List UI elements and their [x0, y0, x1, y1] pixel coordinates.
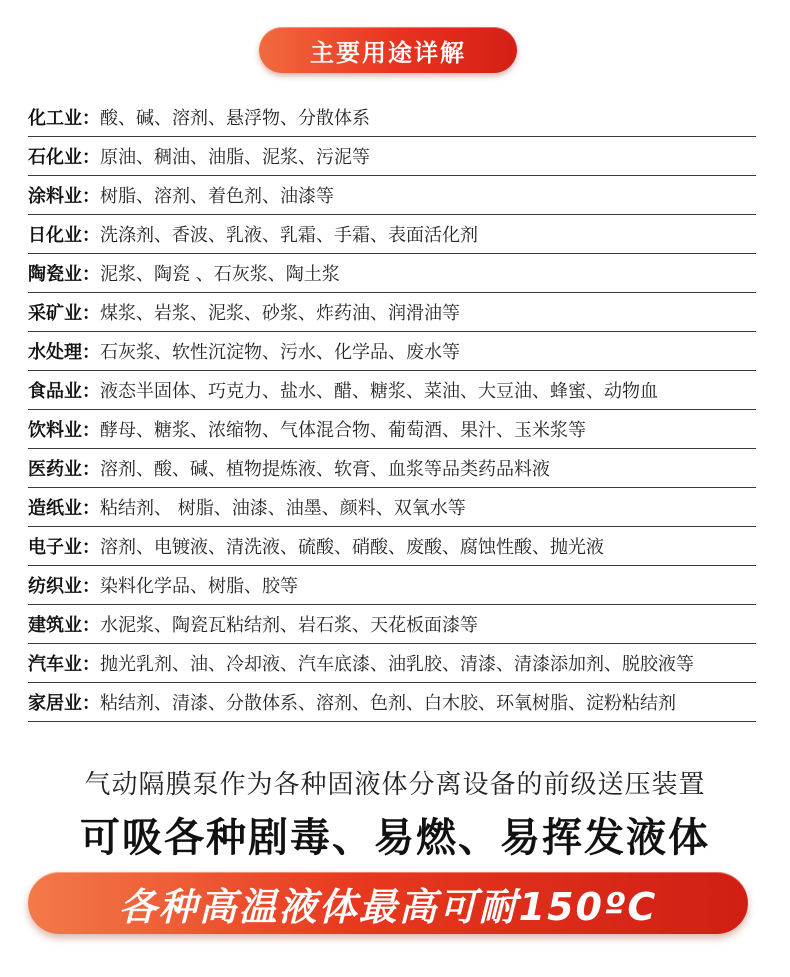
- industry-label: 电子业：: [28, 537, 100, 558]
- list-item: [28, 566, 756, 605]
- list-item: [28, 683, 756, 722]
- list-item: [28, 215, 756, 254]
- industry-label: 涂料业：: [28, 186, 100, 207]
- description-text: 气动隔膜泵作为各种固液体分离设备的前级送压装置: [84, 770, 706, 800]
- industry-items: 液态半固体、巧克力、盐水、醋、糖浆、菜油、大豆油、蜂蜜、动物血: [100, 381, 658, 402]
- industry-list: [28, 98, 756, 722]
- industry-items: 原油、稠油、油脂、泥浆、污泥等: [100, 147, 370, 168]
- industry-items: 水泥浆、陶瓷瓦粘结剂、岩石浆、天花板面漆等: [100, 615, 478, 636]
- list-item: [28, 371, 756, 410]
- list-item: [28, 644, 756, 683]
- industry-items: 洗涤剂、香波、乳液、乳霜、手霜、表面活化剂: [100, 225, 478, 246]
- temperature-banner: [28, 872, 748, 934]
- highlight-text: 可吸各种剧毒、易燃、易挥发液体: [80, 815, 710, 861]
- industry-items: 酸、碱、溶剂、悬浮物、分散体系: [100, 108, 370, 129]
- industry-items: 泥浆、陶瓷 、石灰浆、陶土浆: [100, 264, 340, 285]
- industry-items: 粘结剂、 树脂、油漆、油墨、颜料、双氧水等: [100, 498, 466, 519]
- list-item: [28, 527, 756, 566]
- list-item: [28, 332, 756, 371]
- section-title-banner: [259, 27, 517, 73]
- list-item: [28, 176, 756, 215]
- list-item: [28, 488, 756, 527]
- list-item: [28, 605, 756, 644]
- industry-items: 酵母、糖浆、浓缩物、气体混合物、葡萄酒、果汁、玉米浆等: [100, 420, 586, 441]
- industry-label: 饮料业：: [28, 420, 100, 441]
- industry-label: 食品业：: [28, 381, 100, 402]
- list-item: [28, 293, 756, 332]
- industry-items: 树脂、溶剂、着色剂、油漆等: [100, 186, 334, 207]
- list-item: [28, 254, 756, 293]
- industry-items: 染料化学品、树脂、胶等: [100, 576, 298, 597]
- section-title: 主要用途详解: [310, 38, 466, 67]
- industry-label: 纺织业：: [28, 576, 100, 597]
- industry-items: 溶剂、电镀液、清洗液、硫酸、硝酸、废酸、腐蚀性酸、抛光液: [100, 537, 604, 558]
- list-item: [28, 410, 756, 449]
- industry-label: 汽车业：: [28, 654, 100, 675]
- industry-label: 陶瓷业：: [28, 264, 100, 285]
- industry-label: 采矿业：: [28, 303, 100, 324]
- list-item: [28, 449, 756, 488]
- industry-items: 粘结剂、清漆、分散体系、溶剂、色剂、白木胶、环氧树脂、淀粉粘结剂: [100, 693, 676, 714]
- industry-label: 家居业：: [28, 693, 100, 714]
- industry-label: 石化业：: [28, 147, 100, 168]
- industry-label: 医药业：: [28, 459, 100, 480]
- industry-label: 建筑业：: [28, 615, 100, 636]
- industry-items: 煤浆、岩浆、泥浆、砂浆、炸药油、润滑油等: [100, 303, 460, 324]
- temperature-banner-text: 各种高温液体最高可耐150ºC: [118, 884, 658, 929]
- industry-items: 石灰浆、软性沉淀物、污水、化学品、废水等: [100, 342, 460, 363]
- list-item: [28, 137, 756, 176]
- industry-label: 化工业：: [28, 108, 100, 129]
- industry-items: 溶剂、酸、碱、植物提炼液、软膏、血浆等品类药品料液: [100, 459, 550, 480]
- industry-label: 水处理：: [28, 342, 100, 363]
- list-item: [28, 98, 756, 137]
- industry-label: 日化业：: [28, 225, 100, 246]
- industry-label: 造纸业：: [28, 498, 100, 519]
- industry-items: 抛光乳剂、油、冷却液、汽车底漆、油乳胶、清漆、清漆添加剂、脱胶液等: [100, 654, 694, 675]
